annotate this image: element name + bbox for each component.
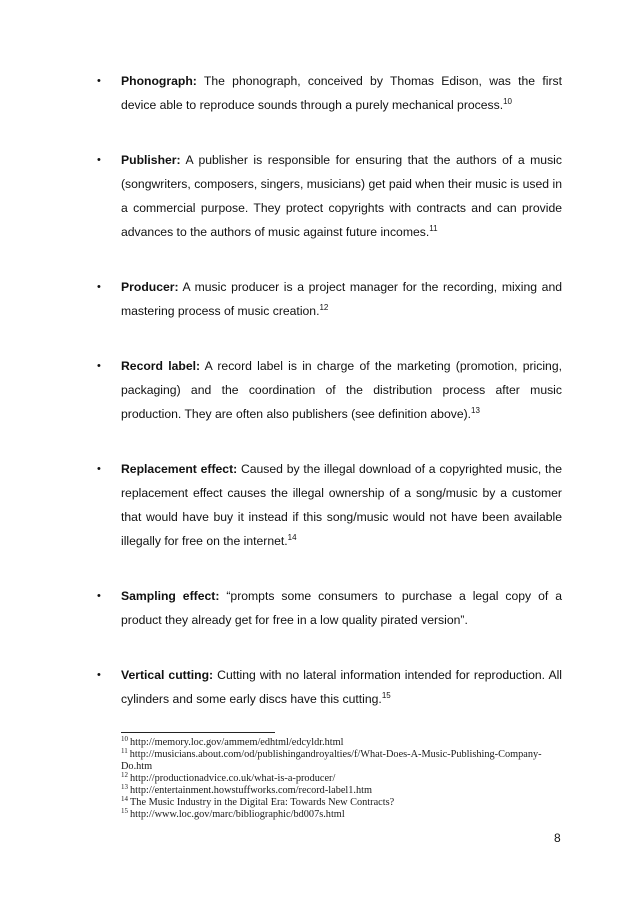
footnote-ref[interactable]: 11 [429,224,438,233]
footnote-ref[interactable]: 15 [381,691,391,700]
footnote-ref[interactable]: 13 [471,406,480,415]
glossary-definition: A publisher is responsible for ensuring that the authors of a music (songwriters, composers, singers, musicians) get paid when their music is used in a commercial purpose. They protect copyrights with contracts and can provide advances to the authors of music against future incomes. [121,153,562,239]
bullet-icon: • [97,669,101,681]
footnote-divider [121,732,275,733]
footnote-number: 11 [121,747,128,755]
footnote-ref[interactable]: 12 [319,303,329,312]
glossary-definition: Cutting with no lateral information intended for reproduction. All cylinders and some early discs have this cutting. [121,668,562,706]
glossary-definition: Caused by the illegal download of a copyrighted music, the replacement effect causes the illegal ownership of a song/music by a customer that would have buy it instead if this song/music would not have been available illegally for free on the internet. [121,462,562,548]
glossary-term: Replacement effect: [121,462,238,476]
bullet-icon: • [97,590,101,602]
glossary-definition: The phonograph, conceived by Thomas Edison, was the first device able to reproduce sounds through a purely mechanical process. [121,74,562,112]
bullet-icon: • [97,360,101,372]
glossary-entry-record-label [97,354,562,426]
glossary-term: Vertical cutting: [121,668,214,682]
bullet-icon: • [97,75,101,87]
footnote [121,809,562,821]
glossary-entry-sampling-effect [97,584,563,632]
glossary-term: Sampling effect: [121,589,220,603]
footnote [121,749,562,773]
footnote-text: The Music Industry in the Digital Era: Towards New Contracts? [130,797,395,808]
glossary-entry-publisher [97,148,562,244]
footnote-link[interactable]: http://musicians.about.com/od/publishingandroyalties/f/What-Does-A-Music-Publishing-Company-Do.htm [121,749,542,772]
footnote-number: 10 [121,735,128,743]
glossary-entry-replacement-effect [97,457,562,553]
glossary-term: Phonograph: [121,74,197,88]
glossary-term: Record label: [121,359,201,373]
footnote-number: 15 [121,807,128,815]
footnote [121,737,562,749]
glossary-term: Producer: [121,280,179,294]
footnote-link[interactable]: http://www.loc.gov/marc/bibliographic/bd007s.html [130,809,345,820]
footnote-link[interactable]: http://productionadvice.co.uk/what-is-a-producer/ [130,773,336,784]
footnote-ref[interactable]: 14 [287,533,297,542]
footnotes [121,737,562,821]
footnote-ref[interactable]: 10 [503,97,513,106]
bullet-icon: • [97,154,101,166]
footnote-number: 12 [121,771,128,779]
glossary-list [97,69,563,711]
footnote [121,773,562,785]
glossary-entry-phonograph [97,69,562,117]
footnote-link[interactable]: http://entertainment.howstuffworks.com/record-label1.htm [130,785,373,796]
footnote-number: 13 [121,783,128,791]
footnote [121,797,562,809]
glossary-definition: A record label is in charge of the marketing (promotion, pricing, packaging) and the coordination of the distribution process after music production. They are often also publishers (see definition above). [121,359,562,421]
footnote-link[interactable]: http://memory.loc.gov/ammem/edhtml/edcyldr.html [130,737,344,748]
footnote-number: 14 [121,795,128,803]
bullet-icon: • [97,281,101,293]
glossary-entry-vertical-cutting [97,663,562,711]
glossary-definition: “prompts some consumers to purchase a legal copy of a product they already get for free in a low quality pirated version”. [121,589,563,627]
page-number: 8 [554,831,561,845]
bullet-icon: • [97,463,101,475]
glossary-entry-producer [97,275,562,323]
glossary-term: Publisher: [121,153,181,167]
glossary-definition: A music producer is a project manager for the recording, mixing and mastering process of music creation. [121,280,562,318]
footnote [121,785,562,797]
